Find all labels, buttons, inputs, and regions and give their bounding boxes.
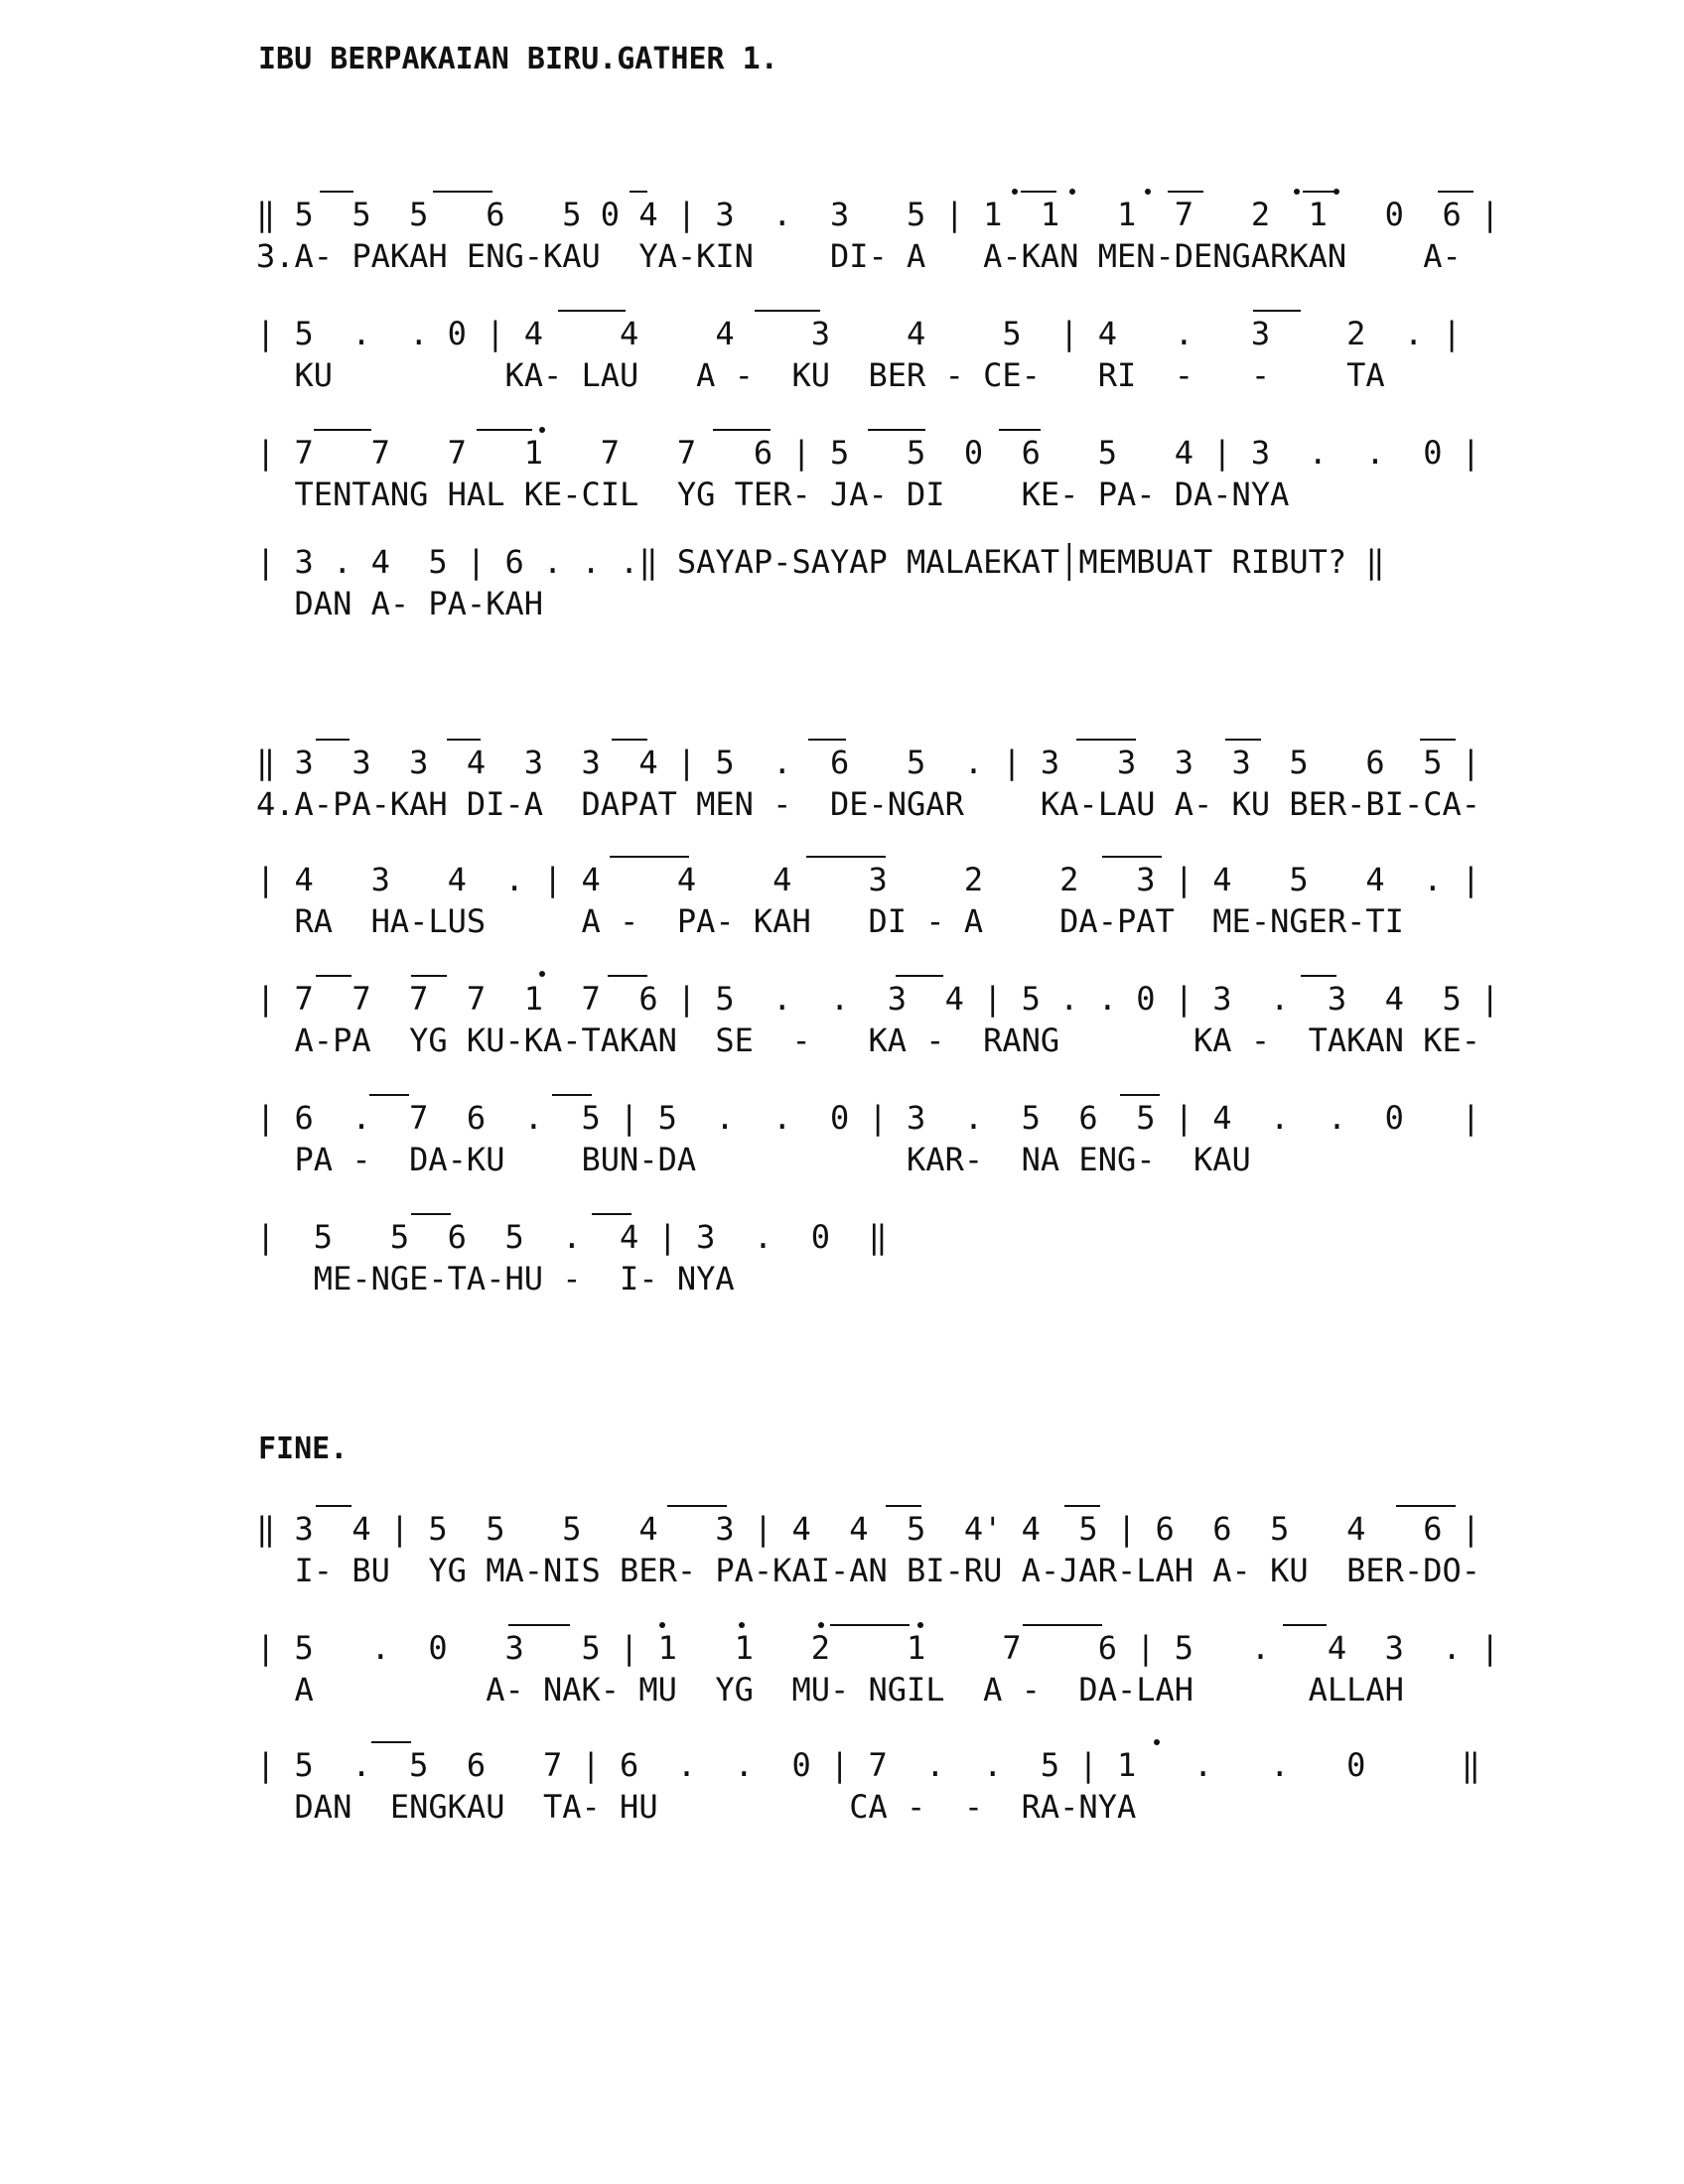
note-line: | 3 . 4 5 | 6 . . .‖ SAYAP-SAYAP MALAEKAT│MEMBUAT RIBUT? ‖ (256, 543, 1385, 581)
notation-system-12 (256, 1745, 1547, 1827)
notation-system-1 (256, 195, 1547, 276)
note-line: | 5 . 0 3 5 | 1 1 2 1 7 6 | 5 . 4 3 . | (256, 1629, 1500, 1667)
beam-line (447, 739, 481, 741)
octave-dot (1012, 189, 1018, 195)
beam-line (612, 739, 647, 741)
beam-line (411, 1213, 451, 1215)
note-line: | 7 7 7 1 7 7 6 | 5 5 0 6 5 4 | 3 . . 0 | (256, 434, 1480, 472)
beam-line (316, 975, 351, 977)
octave-dot (539, 971, 545, 977)
octave-dot (1294, 189, 1300, 195)
lyric-line: A A- NAK- MU YG MU- NGIL A - DA-LAH ALLAH (256, 1671, 1404, 1708)
beam-line (433, 191, 492, 193)
beam-line (1301, 975, 1336, 977)
beam-line (369, 1094, 409, 1096)
beam-line (808, 739, 846, 741)
octave-dot (818, 1622, 824, 1628)
notation-system-3 (256, 433, 1547, 514)
beam-line (1253, 310, 1301, 312)
lyric-line: DAN ENGKAU TA- HU CA - - RA-NYA (256, 1788, 1137, 1826)
octave-dot (1145, 189, 1151, 195)
beam-line (806, 856, 886, 858)
octave-dot (1154, 1739, 1160, 1745)
beam-line (713, 429, 771, 431)
beam-line (1023, 1624, 1102, 1626)
notation-system-7 (256, 979, 1547, 1060)
beam-line (558, 310, 626, 312)
lyric-line: 4.A-PA-KAH DI-A DAPAT MEN - DE-NGAR KA-LAU A- KU BER-BI-CA- (256, 785, 1480, 823)
note-line: ‖ 5 5 5 6 5 0 4 | 3 . 3 5 | 1 1 1 7 2 1 0 6 | (256, 196, 1500, 233)
beam-line (411, 975, 447, 977)
lyric-line: ME-NGE-TA-HU - I- NYA (256, 1260, 735, 1297)
octave-dot (739, 1622, 745, 1628)
octave-dot (1069, 189, 1075, 195)
beam-line (1168, 191, 1203, 193)
lyric-line: TENTANG HAL KE-CIL YG TER- JA- DI KE- PA- DA-NYA (256, 476, 1290, 513)
beam-line (592, 1213, 632, 1215)
notation-system-6 (256, 860, 1547, 941)
beam-line (1021, 191, 1056, 193)
beam-line (1225, 739, 1261, 741)
lyric-line: KU KA- LAU A - KU BER - CE- RI - - TA (256, 356, 1385, 394)
beam-line (314, 429, 371, 431)
octave-dot (539, 427, 545, 433)
beam-line (868, 429, 925, 431)
lyric-line: 3.A- PAKAH ENG-KAU YA-KIN DI- A A-KAN MEN-DENGARKAN A- (256, 237, 1462, 275)
note-line: | 7 7 7 7 1 7 6 | 5 . . 3 4 | 5 . . 0 | 3 . 3 4 5 | (256, 980, 1500, 1018)
beam-line (1076, 739, 1136, 741)
beam-line (608, 975, 647, 977)
note-line: ‖ 3 4 | 5 5 5 4 3 | 4 4 5 4' 4 5 | 6 6 5 4 6 | (256, 1510, 1480, 1548)
beam-line (667, 1505, 727, 1507)
notation-system-2 (256, 314, 1547, 395)
fine-label: FINE. (258, 1432, 349, 1466)
notation-system-5 (256, 743, 1547, 824)
lyric-line: I- BU YG MA-NIS BER- PA-KAI-AN BI-RU A-JAR-LAH A- KU BER-DO- (256, 1552, 1480, 1589)
beam-line (755, 310, 820, 312)
beam-line (508, 1624, 570, 1626)
note-line: ‖ 3 3 3 4 3 3 4 | 5 . 6 5 . | 3 3 3 3 5 6 5 | (256, 744, 1480, 781)
note-line: | 4 3 4 . | 4 4 4 3 2 2 3 | 4 5 4 . | (256, 861, 1480, 898)
beam-line (886, 1505, 921, 1507)
octave-dot (1333, 189, 1339, 195)
beam-line (1420, 739, 1456, 741)
lyric-line: RA HA-LUS A - PA- KAH DI - A DA-PAT ME-NGER-TI (256, 902, 1404, 940)
beam-line (320, 191, 353, 193)
lyric-line: PA - DA-KU BUN-DA KAR- NA ENG- KAU (256, 1141, 1251, 1178)
beam-line (316, 1505, 351, 1507)
beam-line (552, 1094, 592, 1096)
beam-line (1120, 1094, 1160, 1096)
note-line: | 5 . 5 6 7 | 6 . . 0 | 7 . . 5 | 1 . . 0 ‖ (256, 1746, 1480, 1784)
note-line: | 5 . . 0 | 4 4 4 3 4 5 | 4 . 3 2 . | (256, 315, 1462, 352)
beam-line (1102, 856, 1162, 858)
lyric-line: A-PA YG KU-KA-TAKAN SE - KA - RANG KA - TAKAN KE- (256, 1022, 1480, 1059)
notation-system-4 (256, 542, 1547, 623)
notation-system-10 (256, 1509, 1547, 1590)
beam-line (630, 191, 647, 193)
beam-line (610, 856, 689, 858)
beam-line (371, 1741, 411, 1743)
note-line: | 5 5 6 5 . 4 | 3 . 0 ‖ (256, 1218, 888, 1256)
beam-line (830, 1624, 910, 1626)
page-title: IBU BERPAKAIAN BIRU.GATHER 1. (258, 42, 778, 76)
beam-line (896, 975, 943, 977)
beam-line (477, 429, 532, 431)
beam-line (999, 429, 1041, 431)
beam-line (316, 739, 350, 741)
notation-system-9 (256, 1217, 1547, 1298)
note-line: | 6 . 7 6 . 5 | 5 . . 0 | 3 . 5 6 5 | 4 . . 0 | (256, 1099, 1480, 1137)
beam-line (1396, 1505, 1456, 1507)
octave-dot (659, 1622, 665, 1628)
lyric-line: DAN A- PA-KAH (256, 585, 543, 622)
beam-line (1064, 1505, 1100, 1507)
octave-dot (917, 1622, 923, 1628)
beam-line (1283, 1624, 1327, 1626)
notation-system-11 (256, 1628, 1547, 1709)
beam-line (1438, 191, 1474, 193)
notation-system-8 (256, 1098, 1547, 1179)
